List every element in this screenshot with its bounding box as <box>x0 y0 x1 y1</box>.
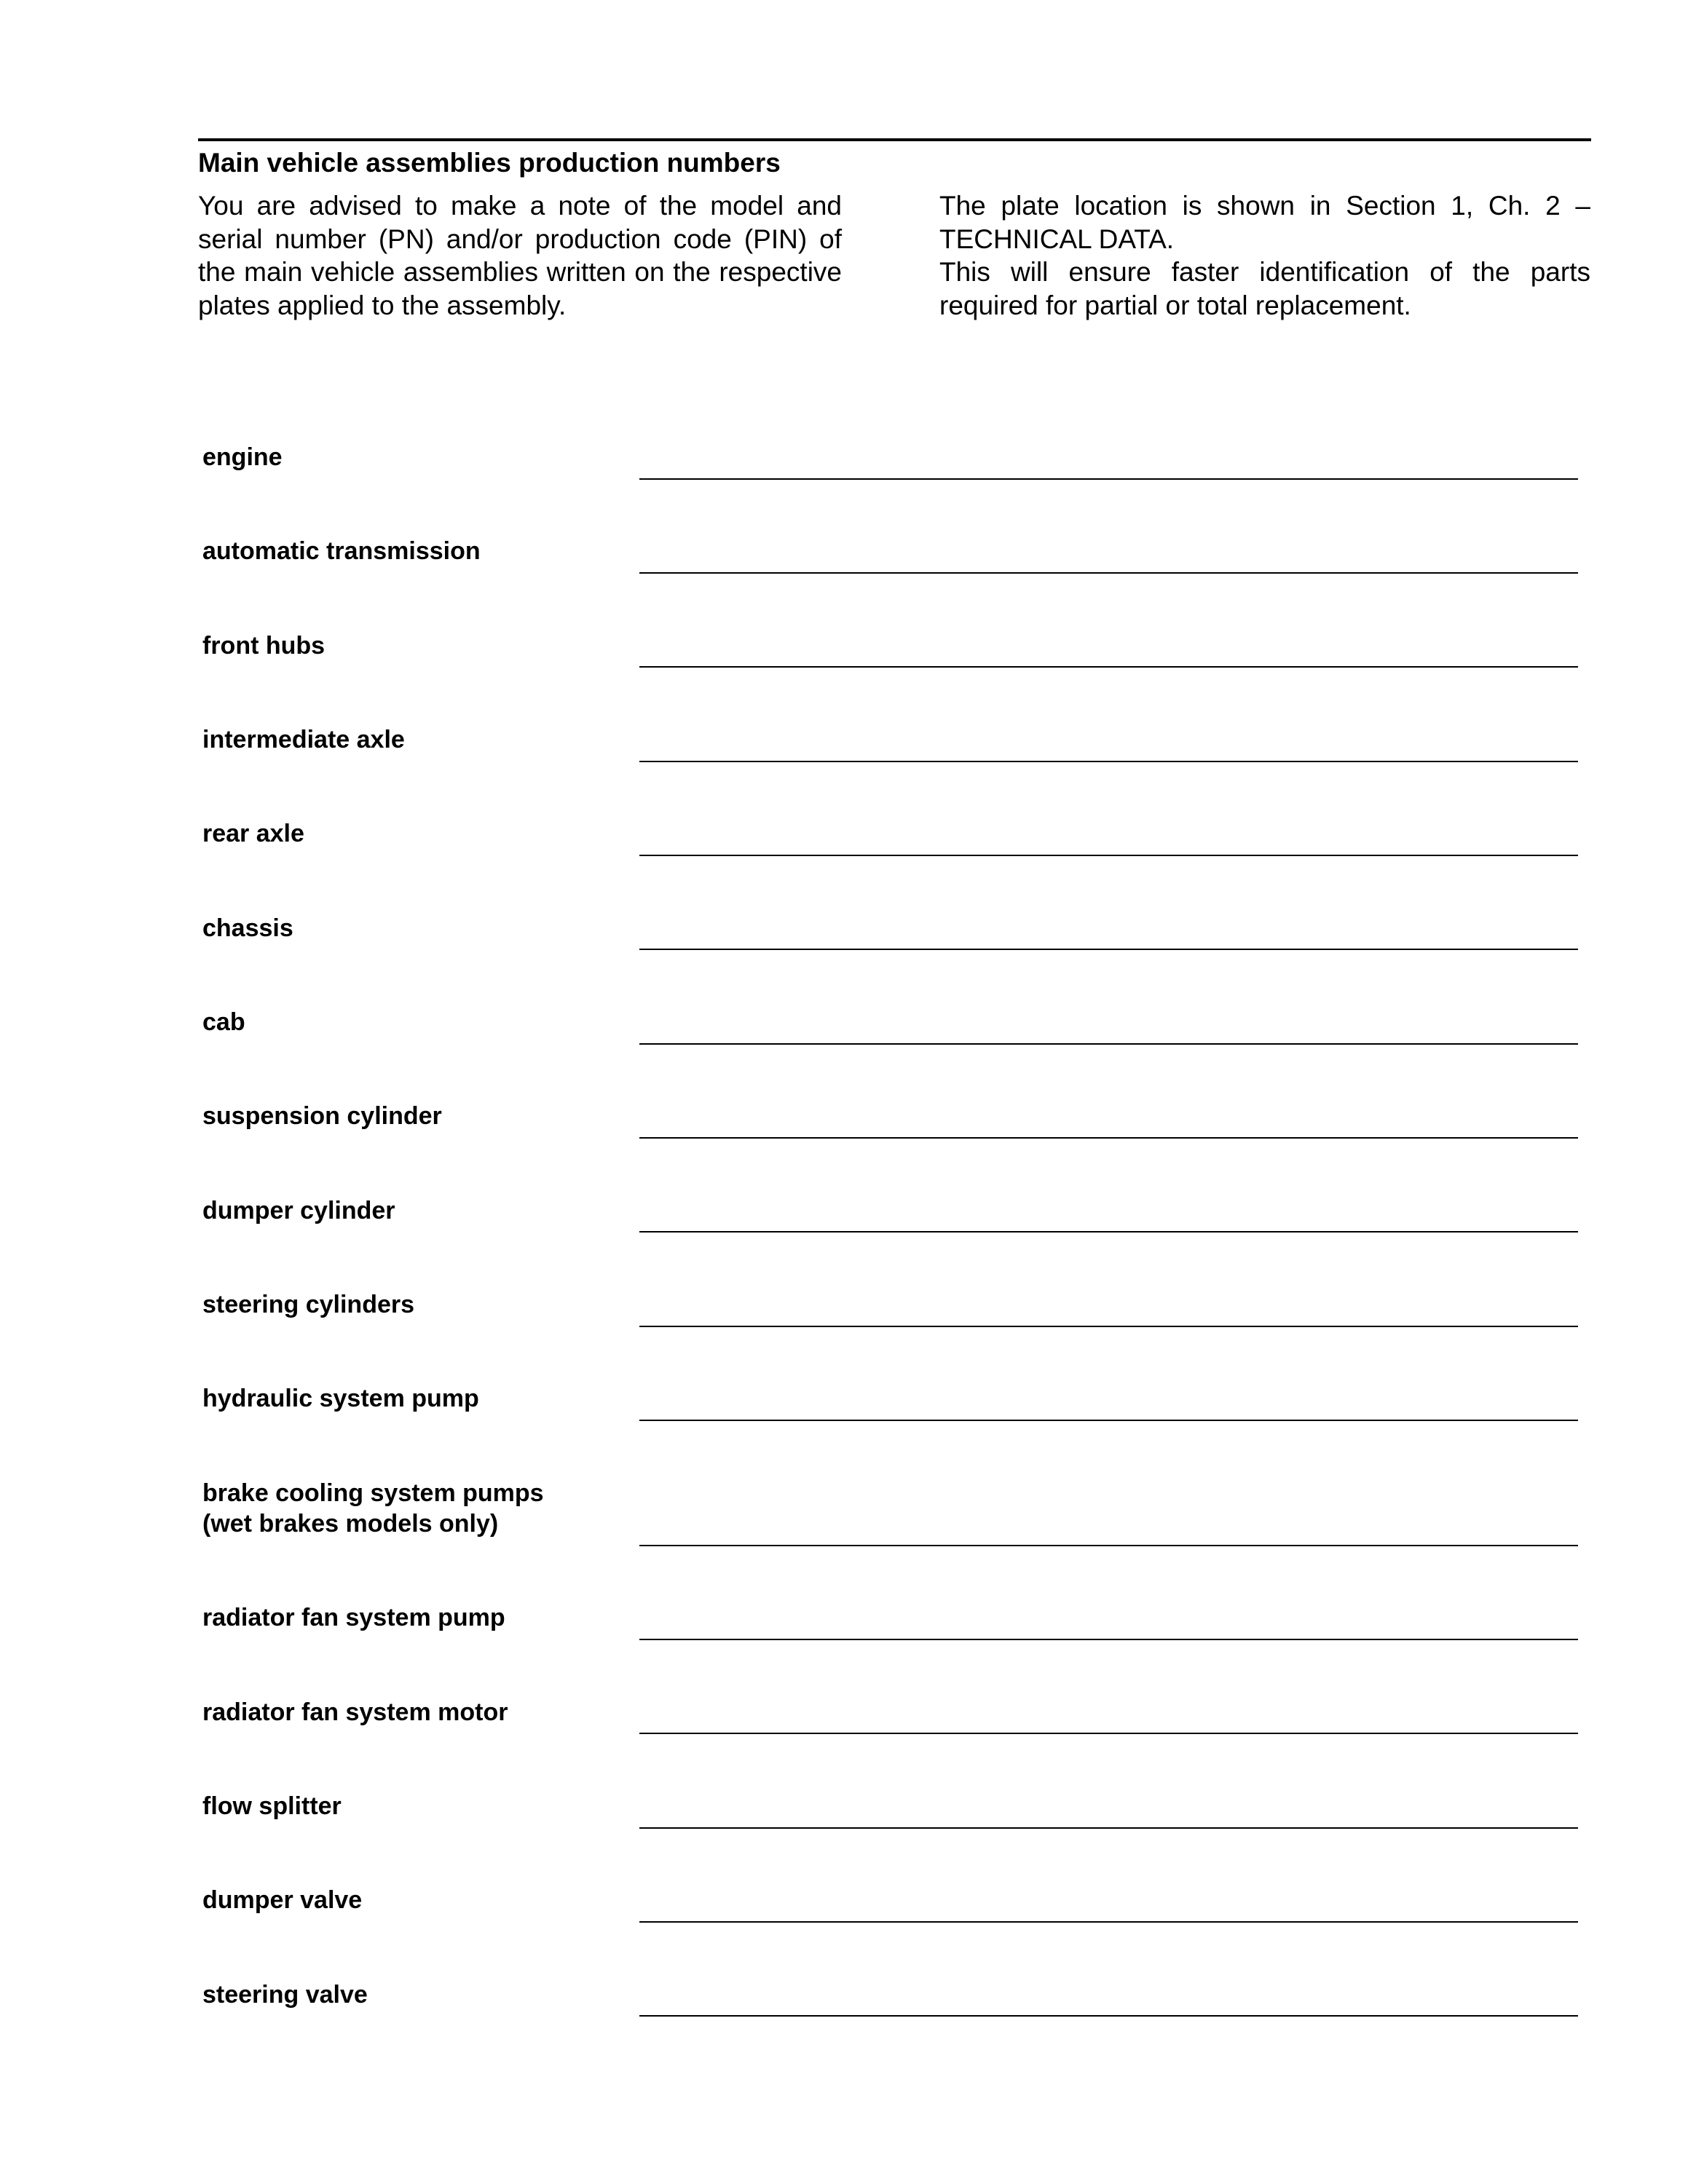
assembly-label-rear-axle: rear axle <box>202 820 304 847</box>
assembly-label-suspension-cylinder: suspension cylinder <box>202 1102 442 1130</box>
assembly-label-engine: engine <box>202 443 283 471</box>
section-top-rule <box>198 138 1591 141</box>
assembly-label-intermediate-axle: intermediate axle <box>202 726 405 753</box>
assembly-entry-line-dumper-cylinder[interactable] <box>639 1231 1578 1233</box>
assembly-entry-line-radiator-fan-system-pump[interactable] <box>639 1639 1578 1640</box>
assembly-label-hydraulic-system-pump: hydraulic system pump <box>202 1385 479 1412</box>
assembly-entry-line-brake-cooling-system-pumps[interactable] <box>639 1545 1578 1546</box>
assembly-label-steering-valve: steering valve <box>202 1981 368 2009</box>
assembly-entry-line-hydraulic-system-pump[interactable] <box>639 1420 1578 1421</box>
assembly-entry-line-steering-cylinders[interactable] <box>639 1326 1578 1327</box>
assembly-entry-line-rear-axle[interactable] <box>639 855 1578 856</box>
assembly-label-automatic-transmission: automatic transmission <box>202 537 481 565</box>
assembly-entry-line-cab[interactable] <box>639 1043 1578 1045</box>
assembly-label-cab: cab <box>202 1008 245 1036</box>
intro-right-text-1: The plate location is shown in Section 1, Ch. 2 – TECHNICAL DATA. <box>939 191 1590 254</box>
assembly-entry-line-automatic-transmission[interactable] <box>639 572 1578 574</box>
assembly-label-front-hubs: front hubs <box>202 632 326 660</box>
intro-left-text: You are advised to make a note of the model and serial number (PN) and/or production code (PIN) of the main vehicle assemblies written on the respective plates applied to the assembly. <box>198 191 842 320</box>
intro-right-paragraph <box>939 189 1590 322</box>
assembly-entry-line-steering-valve[interactable] <box>639 2015 1578 2017</box>
assembly-label-steering-cylinders: steering cylinders <box>202 1291 415 1318</box>
assembly-label-dumper-valve: dumper valve <box>202 1886 363 1914</box>
assembly-label-radiator-fan-system-pump: radiator fan system pump <box>202 1604 505 1631</box>
intro-right-text-2: This will ensure faster identification of the parts required for partial or total replacement. <box>939 257 1590 320</box>
assembly-entry-line-suspension-cylinder[interactable] <box>639 1137 1578 1139</box>
assembly-label-dumper-cylinder: dumper cylinder <box>202 1197 395 1224</box>
assembly-entry-line-radiator-fan-system-motor[interactable] <box>639 1733 1578 1734</box>
intro-left-paragraph <box>198 189 842 322</box>
assembly-label-radiator-fan-system-motor: radiator fan system motor <box>202 1698 508 1726</box>
assembly-entry-line-front-hubs[interactable] <box>639 666 1578 668</box>
assembly-entry-line-chassis[interactable] <box>639 949 1578 950</box>
assembly-label-brake-cooling-note: (wet brakes models only) <box>202 1510 499 1538</box>
assembly-entry-line-engine[interactable] <box>639 478 1578 480</box>
assembly-entry-line-intermediate-axle[interactable] <box>639 761 1578 762</box>
assembly-label-brake-cooling-system-pumps: brake cooling system pumps <box>202 1479 544 1507</box>
assembly-entry-line-dumper-valve[interactable] <box>639 1921 1578 1923</box>
assembly-label-flow-splitter: flow splitter <box>202 1792 342 1820</box>
assembly-label-chassis: chassis <box>202 914 293 942</box>
assembly-entry-line-flow-splitter[interactable] <box>639 1827 1578 1829</box>
section-title: Main vehicle assemblies production numbers <box>198 148 781 178</box>
